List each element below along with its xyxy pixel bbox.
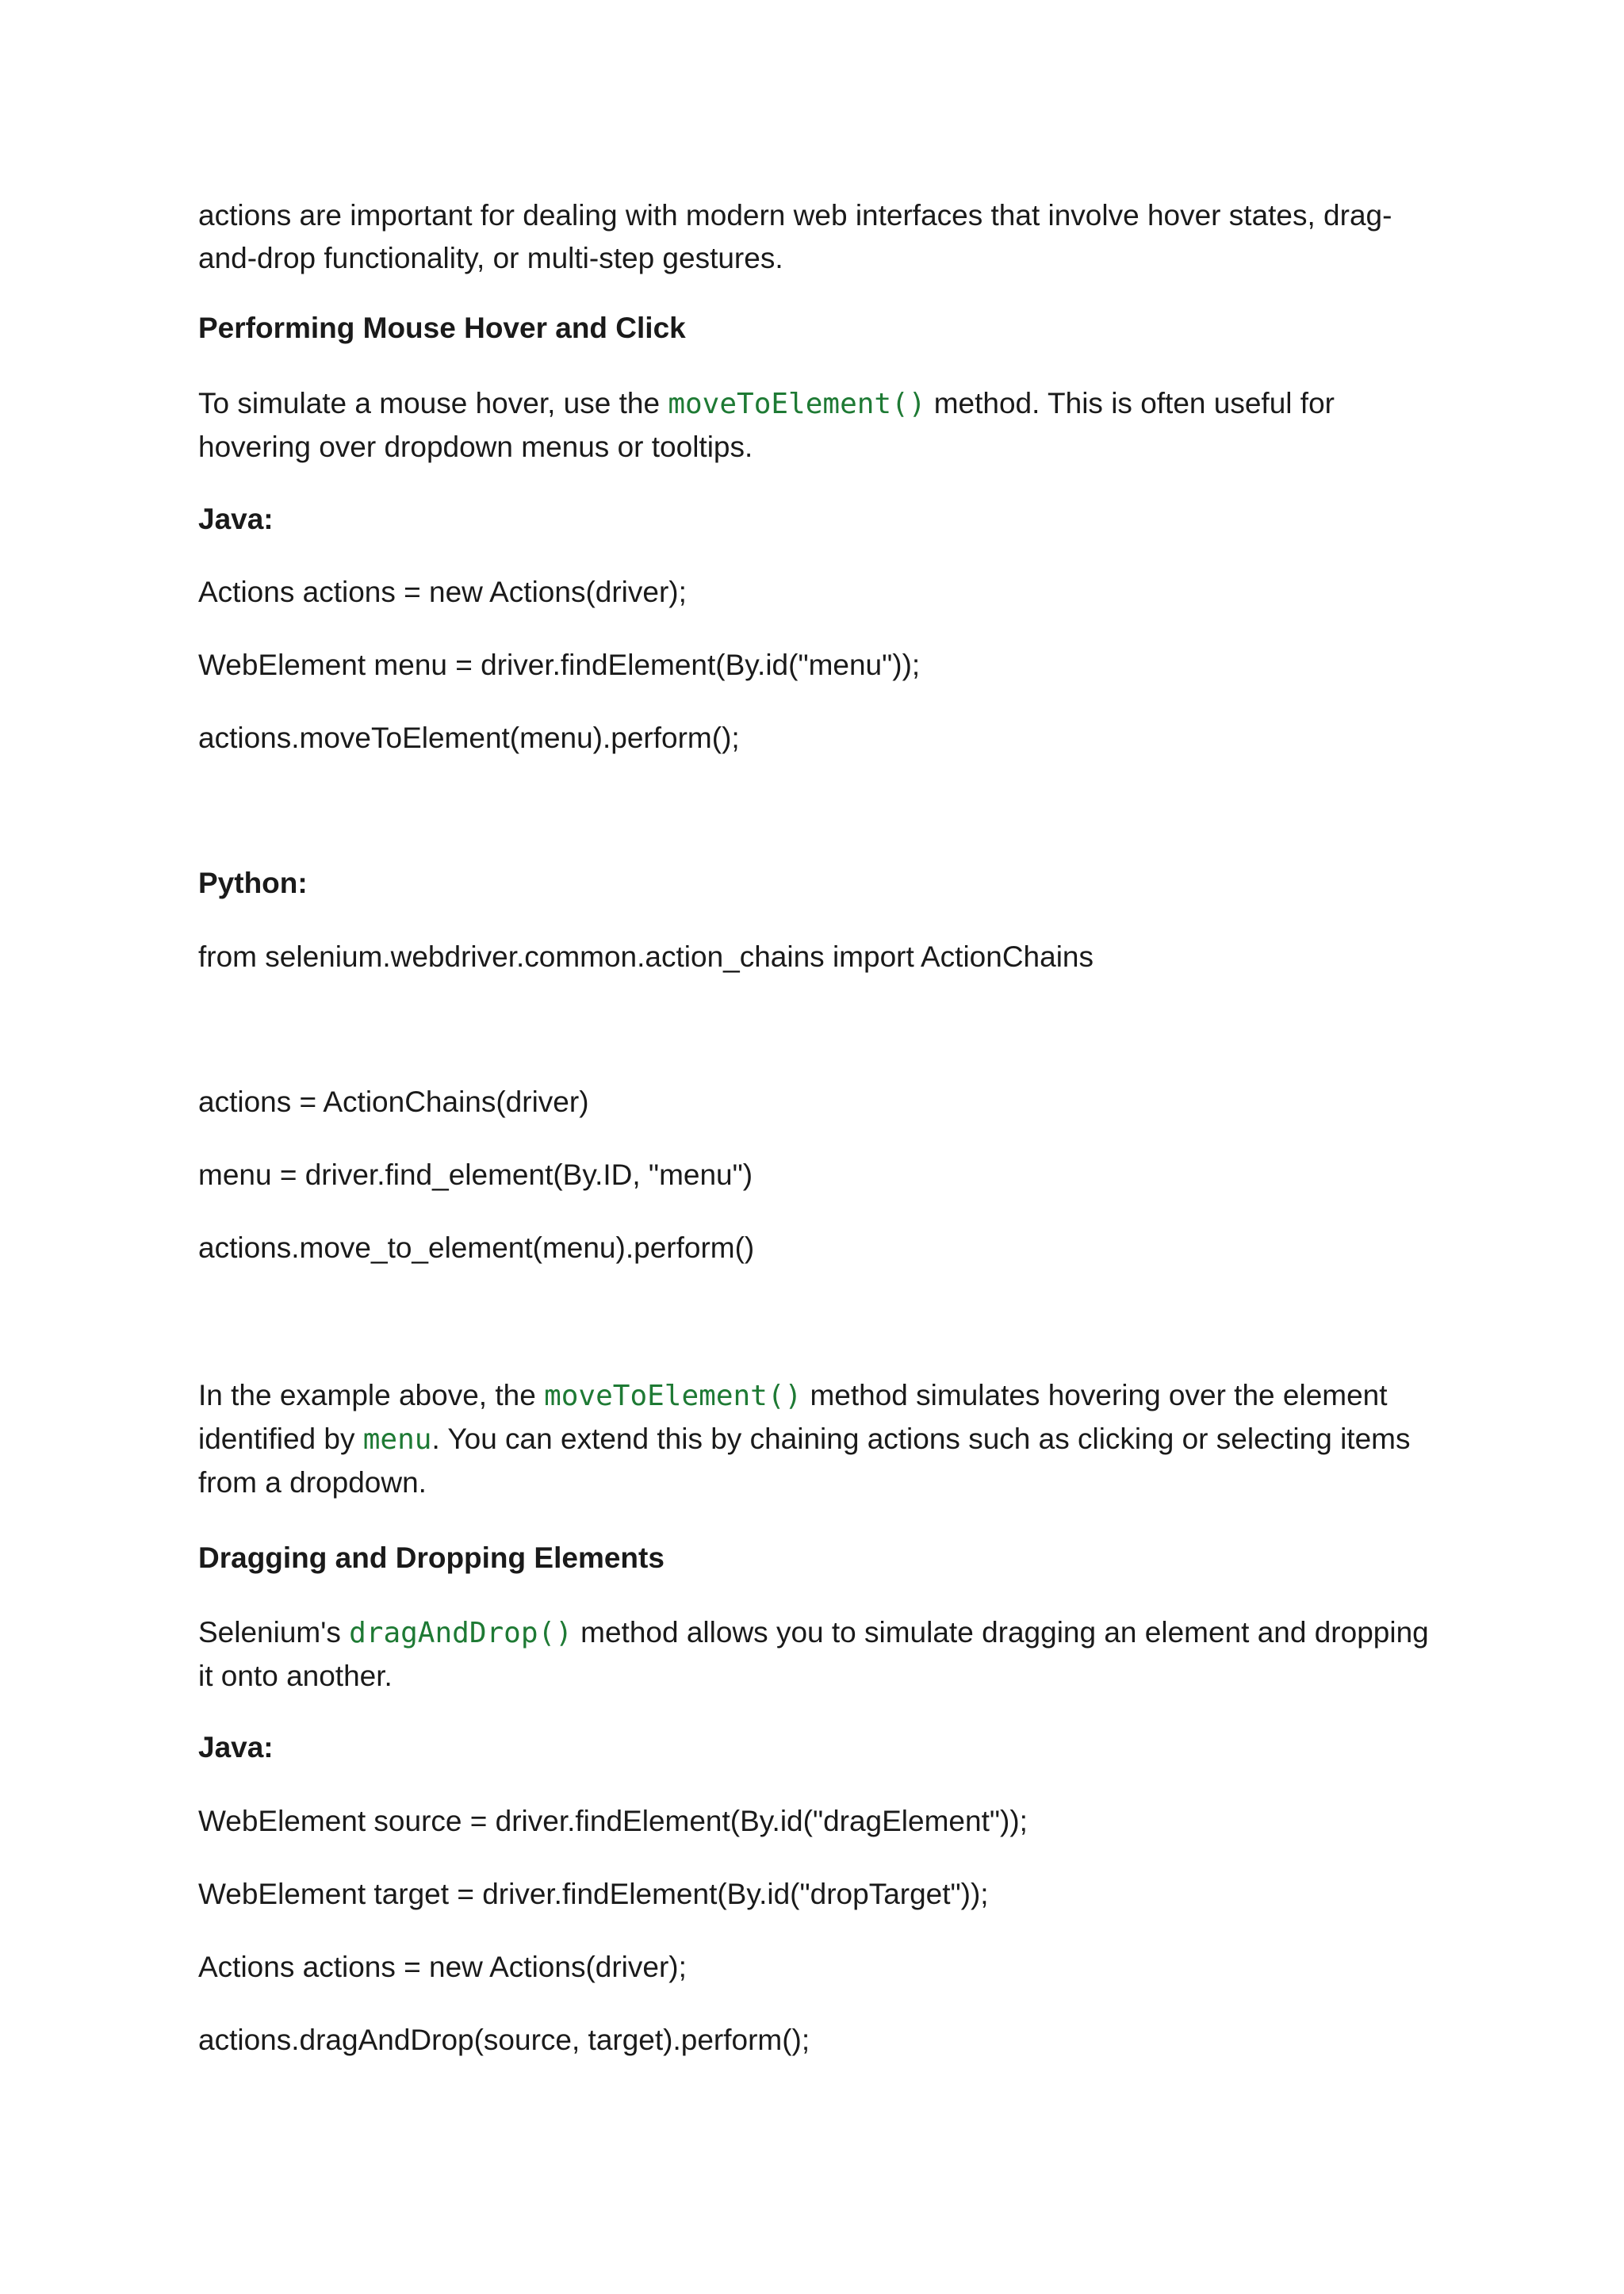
code-line: from selenium.webdriver.common.action_chains import ActionChains	[198, 940, 1094, 973]
code-line: WebElement target = driver.findElement(By.id("dropTarget"));	[198, 1878, 989, 1910]
hover-paragraph	[198, 382, 1435, 469]
code-line: WebElement menu = driver.findElement(By.id("menu"));	[198, 649, 921, 681]
java-label: Java:	[198, 1731, 274, 1764]
hover-paragraph-text-b: method. This is often useful for hovering over dropdown menus or tooltips.	[198, 387, 1335, 463]
intro-paragraph: actions are important for dealing with modern web interfaces that involve hover states, drag-and-drop functionality, or multi-step gestures.	[198, 199, 1392, 274]
code-line: actions.move_to_element(menu).perform()	[198, 1231, 755, 1264]
explanation-text-a: In the example above, the	[198, 1379, 545, 1411]
inline-code-menu: menu	[362, 1423, 432, 1456]
java-label: Java:	[198, 503, 274, 535]
drag-paragraph-text-a: Selenium's	[198, 1616, 350, 1649]
explanation-text-b: method simulates hovering over the element identified by	[198, 1379, 1388, 1455]
python-label: Python:	[198, 867, 308, 899]
inline-code-movetoelement: moveToElement()	[668, 388, 926, 420]
code-line: WebElement source = driver.findElement(By.id("dragElement"));	[198, 1805, 1028, 1837]
code-line: menu = driver.find_element(By.ID, "menu")	[198, 1158, 753, 1191]
hover-paragraph-text-a: To simulate a mouse hover, use the	[198, 387, 668, 419]
code-line: actions = ActionChains(driver)	[198, 1086, 589, 1118]
drag-paragraph	[198, 1611, 1435, 1698]
inline-code-movetoelement: moveToElement()	[544, 1380, 802, 1412]
explanation-paragraph	[198, 1374, 1435, 1504]
explanation-text-c: . You can extend this by chaining actions such as clicking or selecting items from a dropdown.	[198, 1423, 1411, 1499]
code-line: Actions actions = new Actions(driver);	[198, 576, 687, 608]
code-line: actions.moveToElement(menu).perform();	[198, 722, 740, 754]
inline-code-draganddrop: dragAndDrop()	[349, 1617, 573, 1649]
section-heading-hover: Performing Mouse Hover and Click	[198, 312, 686, 344]
section-heading-drag: Dragging and Dropping Elements	[198, 1541, 665, 1574]
drag-paragraph-text-b: method allows you to simulate dragging an element and dropping it onto another.	[198, 1616, 1429, 1692]
code-line: actions.dragAndDrop(source, target).perform();	[198, 2024, 810, 2056]
code-line: Actions actions = new Actions(driver);	[198, 1951, 687, 1983]
